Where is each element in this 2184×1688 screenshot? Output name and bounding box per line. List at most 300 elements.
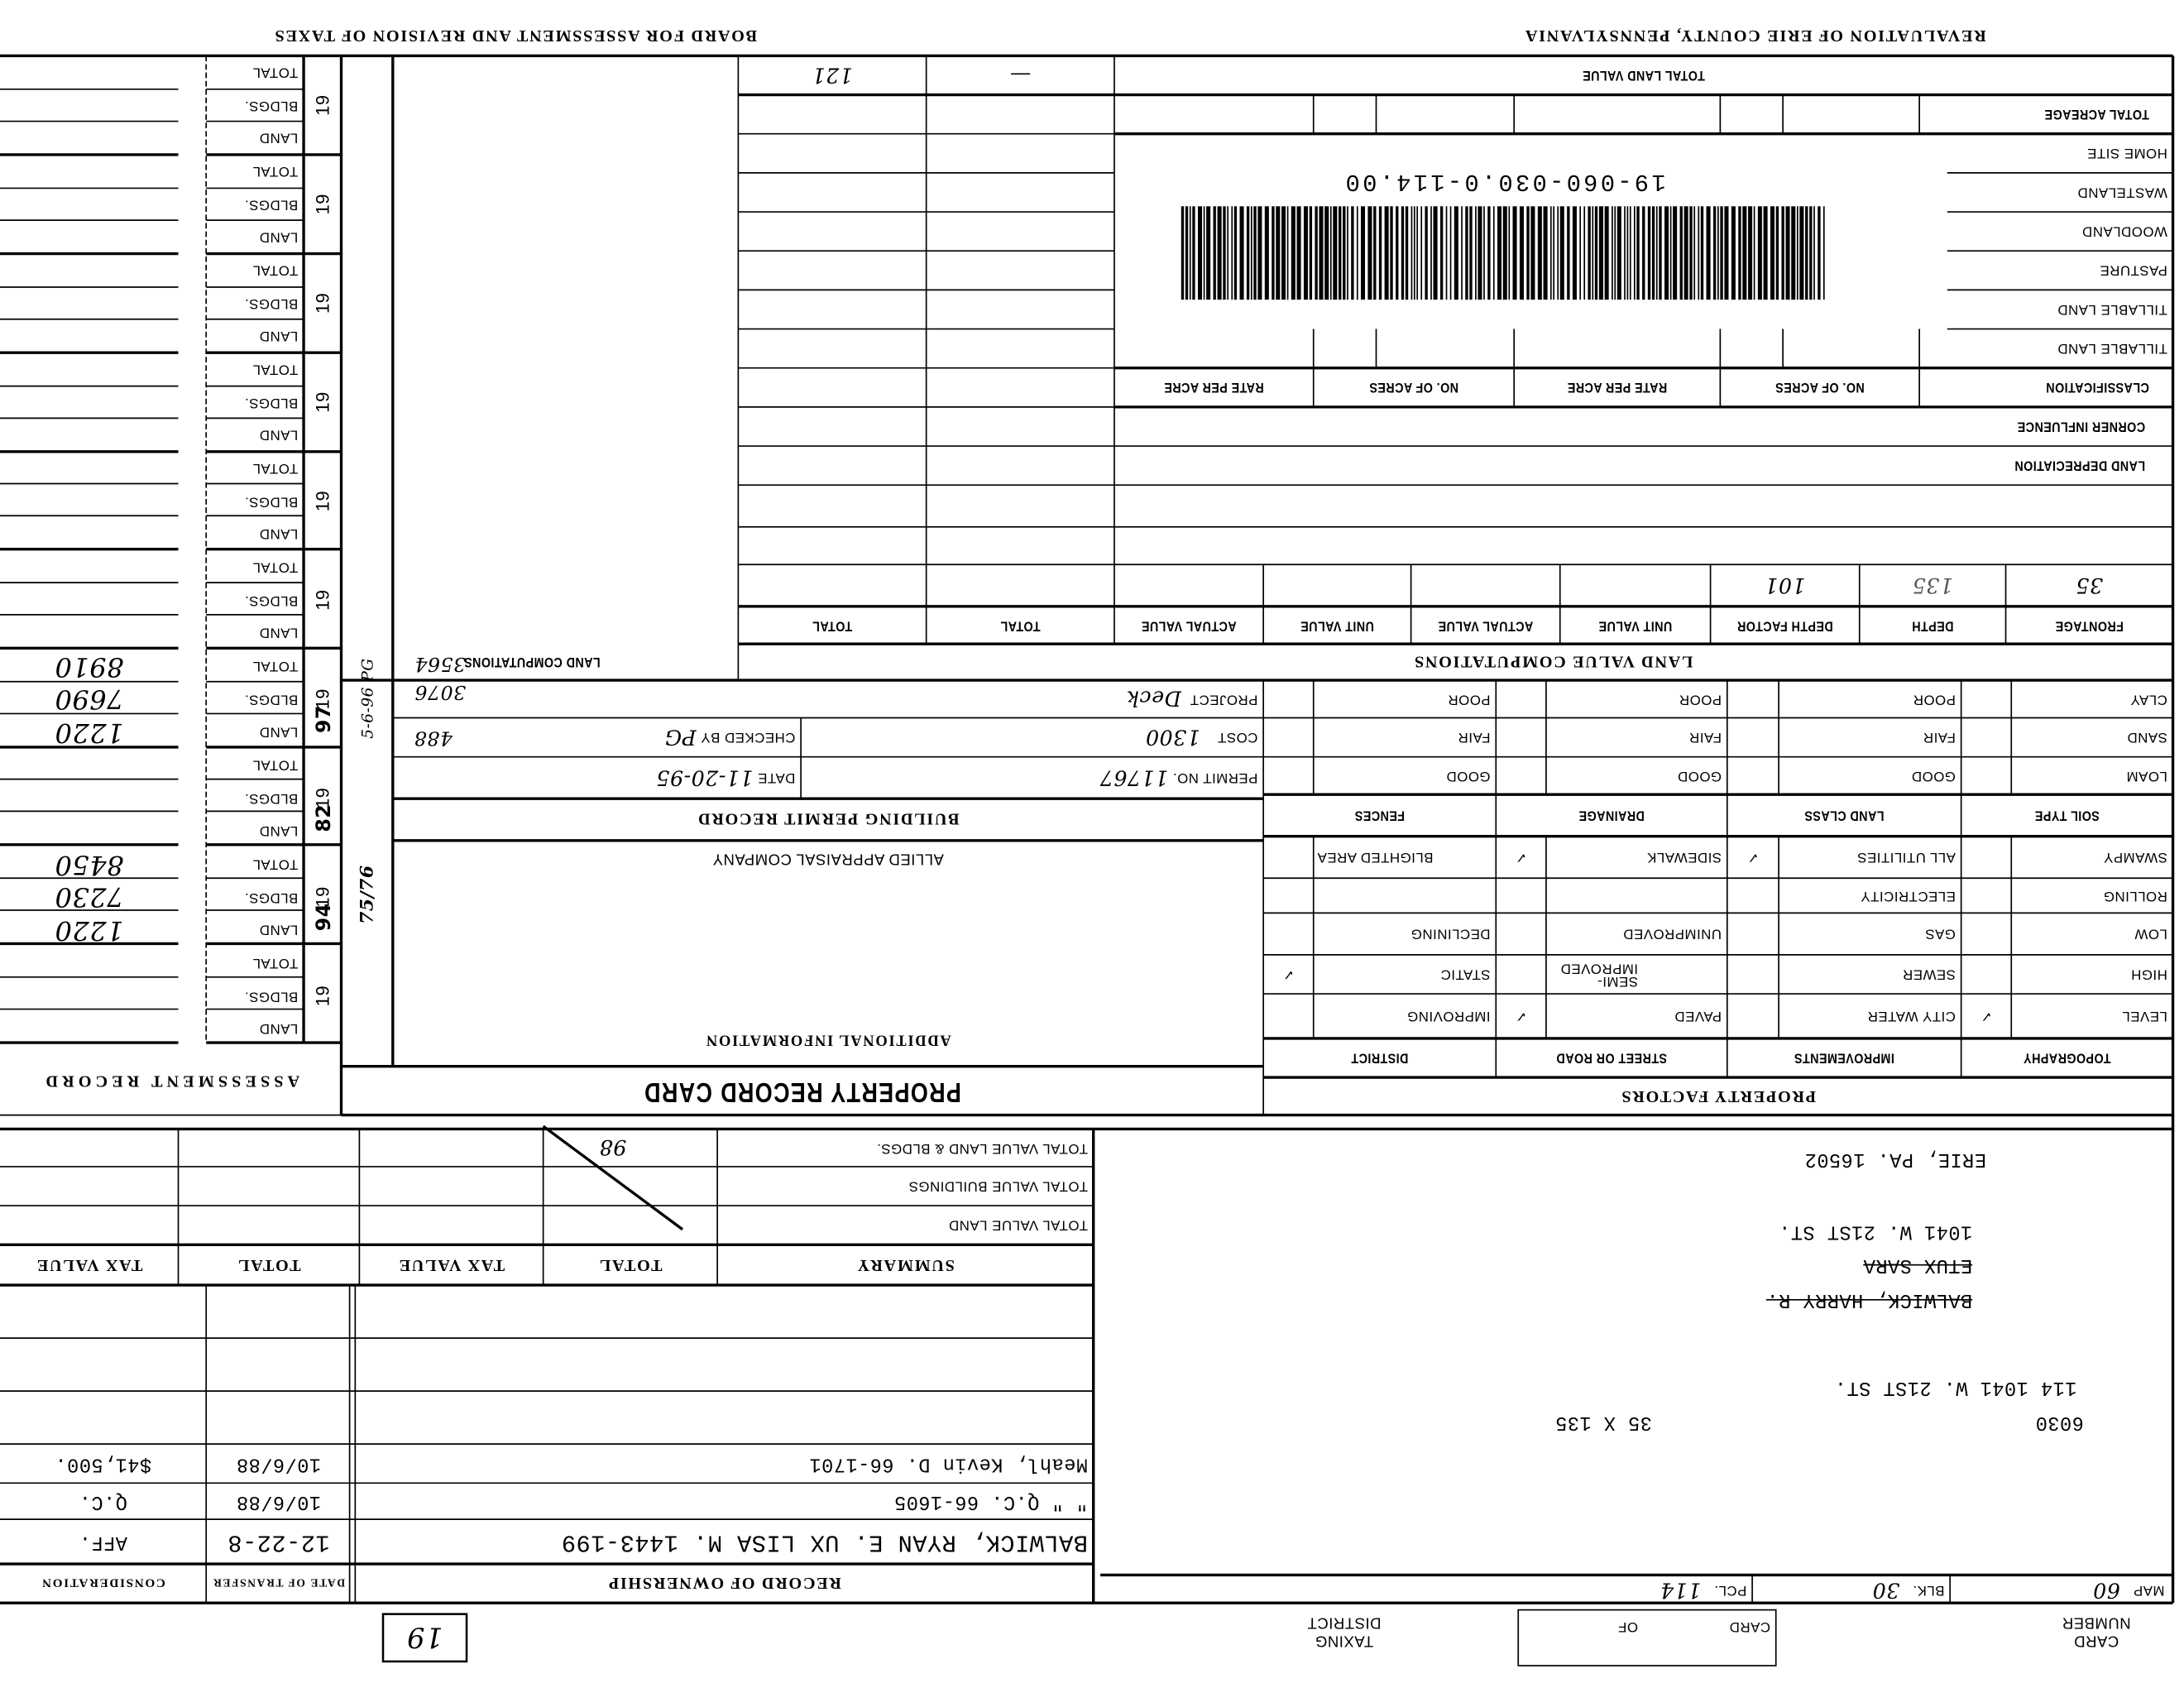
barcode-bar: [1257, 206, 1262, 300]
actual-value-header-2: ACTUAL VALUE: [1141, 617, 1237, 633]
card-label: CARD: [1729, 1618, 1770, 1635]
assessment-total-value: 8910: [55, 650, 124, 682]
summary-row-land: TOTAL VALUE LAND: [948, 1217, 1088, 1233]
barcode-bar: [1689, 206, 1692, 300]
map-field: [1950, 1575, 2170, 1605]
barcode-bar: [1343, 206, 1345, 300]
barcode-bar: [1599, 206, 1603, 300]
cost-value: 1300: [1145, 724, 1200, 750]
barcode-bar: [1223, 206, 1225, 300]
barcode-bar: [1617, 206, 1621, 300]
assessment-bldgs-value: 7230: [55, 881, 124, 913]
barcode-bar: [1347, 206, 1348, 300]
assessment-label-total: TOTAL: [252, 559, 299, 575]
barcode-bar: [1357, 206, 1358, 300]
topo-high: HIGH: [2130, 966, 2167, 982]
owner-row-1-consideration: AFF.: [79, 1530, 127, 1553]
soil-clay: CLAY: [2130, 691, 2167, 707]
barcode-bar: [1731, 206, 1736, 300]
barcode-bar: [1185, 206, 1188, 300]
barcode-bar: [1713, 206, 1716, 300]
barcode-bar: [1324, 206, 1329, 300]
barcode-bar: [1754, 206, 1755, 300]
assessment-label-total: TOTAL: [252, 658, 299, 674]
additional-information-label: ADDITIONAL INFORMATION: [705, 1031, 951, 1048]
assessment-year-stamp: 94: [313, 903, 336, 932]
barcode-bar: [1557, 206, 1559, 300]
topo-rolling: ROLLING: [2103, 888, 2167, 904]
corner-influence-label: CORNER INFLUENCE: [2017, 419, 2146, 434]
drainage-header: DRAINAGE: [1578, 808, 1645, 823]
barcode-bar: [1526, 206, 1529, 300]
barcode-bar: [1693, 206, 1695, 300]
barcode-bar: [1659, 206, 1661, 300]
barcode-bar: [1239, 206, 1243, 300]
assessment-label-bldgs: BLDGS.: [244, 889, 299, 905]
barcode-bar: [1648, 206, 1650, 300]
barcode-bar: [1253, 206, 1256, 300]
barcode: [1181, 206, 1825, 300]
barcode-bar: [1351, 206, 1353, 300]
barcode-bar: [1181, 206, 1184, 300]
barcode-bar: [1469, 206, 1472, 300]
barcode-bar: [1707, 206, 1711, 300]
assessment-label-bldgs: BLDGS.: [244, 97, 299, 113]
owner-row-2-date: 10/6/88: [236, 1489, 322, 1513]
project-label: [801, 680, 1263, 717]
owner-row-3-name: Meahl, Kevin D. 66-1701: [808, 1452, 1088, 1475]
record-of-ownership-header: RECORD OF OWNERSHIP: [607, 1574, 841, 1594]
barcode-bar: [1520, 206, 1524, 300]
barcode-bar: [1776, 206, 1779, 300]
barcode-bar: [1430, 206, 1432, 300]
cost-label: COST: [1217, 729, 1258, 746]
barcode-bar: [1401, 206, 1404, 300]
barcode-bar: [1497, 206, 1502, 300]
assessment-label-land: LAND: [259, 130, 299, 146]
barcode-bar: [1190, 206, 1191, 300]
barcode-bar: [1809, 206, 1812, 300]
barcode-bar: [1204, 206, 1205, 300]
district-box-value: 19: [406, 1621, 443, 1655]
owner-row-1-name: BALWICK, RYAN E. UX LISA M. 1443-199: [561, 1528, 1088, 1556]
barcode-bar: [1333, 206, 1337, 300]
summary-header: SUMMARY: [856, 1255, 955, 1276]
barcode-bar: [1579, 206, 1581, 300]
barcode-bar: [1251, 206, 1252, 300]
date-label: DATE: [757, 770, 796, 786]
barcode-bar: [1717, 206, 1719, 300]
assessment-bldgs-value: 7690: [55, 683, 124, 715]
barcode-bar: [1652, 206, 1655, 300]
barcode-bar: [1664, 206, 1669, 300]
assessment-year-prefix: 19: [312, 886, 333, 908]
assessment-year-prefix: 19: [312, 787, 333, 809]
assessment-year-prefix: 19: [312, 94, 333, 116]
assessment-label-total: TOTAL: [252, 460, 299, 477]
assessment-label-bldgs: BLDGS.: [244, 691, 299, 707]
barcode-bar: [1420, 206, 1422, 300]
district-improving: IMPROVING: [1406, 1008, 1491, 1024]
depth-header: DEPTH: [1911, 617, 1954, 633]
permit-note-3564: 3564: [414, 652, 467, 675]
pcl-field: [1504, 1575, 1752, 1605]
barcode-bar: [1544, 206, 1548, 300]
unit-value-header-2: UNIT VALUE: [1300, 617, 1374, 633]
barcode-bar: [1276, 206, 1280, 300]
assessment-label-land: LAND: [259, 724, 299, 740]
topo-low: LOW: [2134, 926, 2167, 942]
district-declining: DECLINING: [1410, 926, 1491, 942]
assessment-label-total: TOTAL: [252, 262, 299, 279]
map-value: 60: [2092, 1577, 2120, 1604]
assessment-label-land: LAND: [259, 625, 299, 641]
barcode-bar: [1475, 206, 1477, 300]
street-sidewalk: SIDEWALK: [1646, 849, 1722, 866]
owner-row-2-consideration: Q.C.: [79, 1489, 127, 1513]
barcode-bar: [1425, 206, 1427, 300]
permit-no-field: [801, 757, 1263, 799]
revaluation-title: REVALUATION OF ERIE COUNTY, PENNSYLVANIA: [1524, 26, 1986, 47]
owner-address: 1041 W. 21ST ST.: [1778, 1219, 1973, 1242]
barcode-number: 19-060-030.0-114.00: [1343, 167, 1666, 194]
barcode-bar: [1198, 206, 1202, 300]
assessment-label-land: LAND: [259, 328, 299, 344]
barcode-bar: [1272, 206, 1274, 300]
barcode-bar: [1670, 206, 1672, 300]
district-static: STATIC: [1440, 966, 1491, 982]
barcode-bar: [1567, 206, 1569, 300]
topography-header: TOPOGRAPHY: [2023, 1050, 2111, 1066]
barcode-bar: [1630, 206, 1631, 300]
barcode-bar: [1588, 206, 1590, 300]
total-acreage-label: TOTAL ACREAGE: [2044, 106, 2149, 122]
assessment-year-stamp: 82: [313, 803, 336, 832]
barcode-bar: [1748, 206, 1752, 300]
barcode-bar: [1379, 206, 1382, 300]
drainage-fair: FAIR: [1688, 729, 1722, 746]
barcode-bar: [1503, 206, 1507, 300]
street-semi-improved: SEMI-IMPROVED: [1560, 960, 1639, 989]
land-depreciation-label: LAND DEPRECIATION: [2014, 458, 2146, 473]
barcode-bar: [1786, 206, 1790, 300]
assessment-year-prefix: 19: [312, 391, 333, 413]
total-land-value: 121: [812, 62, 853, 89]
owner-row-3-date: 10/6/88: [236, 1452, 322, 1475]
blk-value: 30: [1872, 1577, 1900, 1604]
barcode-bar: [1627, 206, 1629, 300]
total-land-value-label: TOTAL LAND VALUE: [1582, 67, 1705, 84]
assessment-note-3: 75/76: [357, 865, 379, 925]
assessment-label-land: LAND: [259, 525, 299, 542]
rate-per-acre-header-2: RATE PER ACRE: [1163, 380, 1264, 396]
impr-all-utilities: ALL UTILITIES: [1856, 849, 1956, 866]
barcode-bar: [1684, 206, 1688, 300]
owner-row-2-name: " " Q.C. 66-1605: [893, 1489, 1088, 1513]
checked-by-label: CHECKED BY: [700, 729, 796, 746]
date-of-transfer-header: DATE OF TRANSFER: [212, 1577, 346, 1590]
assessment-label-total: TOTAL: [252, 362, 299, 377]
summary-row-land-bldgs: TOTAL VALUE LAND & BLDGS.: [876, 1139, 1088, 1156]
date-value: 11-20-95: [655, 765, 754, 791]
barcode-bar: [1390, 206, 1392, 300]
barcode-bar: [1770, 206, 1774, 300]
land-class-fair: FAIR: [1923, 729, 1956, 746]
barcode-bar: [1214, 206, 1216, 300]
unit-value-header: UNIT VALUE: [1598, 617, 1673, 633]
permit-no-value: 11767: [1099, 765, 1169, 791]
barcode-bar: [1310, 206, 1312, 300]
impr-gas: GAS: [1924, 926, 1956, 942]
barcode-bar: [1461, 206, 1463, 300]
cost-field: [801, 718, 1263, 757]
barcode-bar: [1758, 206, 1762, 300]
barcode-bar: [1434, 206, 1438, 300]
owner-row-1-date: 12-22-8: [227, 1528, 330, 1556]
owner-etux: ETUX SARA: [1863, 1253, 1973, 1276]
barcode-bar: [1247, 206, 1249, 300]
barcode-bar: [1636, 206, 1639, 300]
summary-tax-value-header: TAX VALUE: [397, 1255, 505, 1276]
assessment-year-prefix: 19: [312, 490, 333, 512]
summary-tax-value-header-2: TAX VALUE: [36, 1255, 143, 1276]
barcode-bar: [1553, 206, 1554, 300]
barcode-bar: [1287, 206, 1289, 300]
assessment-label-bldgs: BLDGS.: [244, 592, 299, 608]
barcode-bar: [1483, 206, 1485, 300]
barcode-bar: [1592, 206, 1593, 300]
rate-per-acre-header: RATE PER ACRE: [1567, 380, 1668, 396]
barcode-bar: [1416, 206, 1418, 300]
fences-poor: POOR: [1447, 691, 1491, 707]
land-type-woodland: WOODLAND: [2081, 223, 2167, 239]
barcode-bar: [1642, 206, 1645, 300]
check-static[interactable]: ✓: [1282, 966, 1295, 982]
land-type-tillable: TILLABLE LAND: [2057, 301, 2167, 318]
property-factors-title: PROPERTY FACTORS: [1620, 1086, 1817, 1107]
land-value-computations-title: LAND VALUE COMPUTATIONS: [1413, 653, 1693, 673]
barcode-bar: [1673, 206, 1677, 300]
permit-note-3076: 3076: [414, 680, 467, 703]
assessment-year-prefix: 19: [312, 292, 333, 314]
impr-sewer: SEWER: [1902, 966, 1956, 982]
barcode-bar: [1656, 206, 1658, 300]
assessment-label-bldgs: BLDGS.: [244, 295, 299, 311]
owner-name: BALWICK, HARRY R.: [1766, 1288, 1973, 1311]
barcode-bar: [1234, 206, 1237, 300]
assessment-record-title: ASSESSMENT RECORD: [41, 1072, 300, 1092]
property-record-card-title: PROPERTY RECORD CARD: [643, 1076, 961, 1107]
barcode-bar: [1465, 206, 1468, 300]
land-class-header: LAND CLASS: [1803, 808, 1885, 823]
map-label: MAP: [2133, 1582, 2165, 1599]
total-header-2: TOTAL: [812, 617, 853, 633]
barcode-bar: [1450, 206, 1452, 300]
land-type-wasteland: WASTELAND: [2077, 185, 2167, 200]
taxing-district-label: TAXING DISTRICT: [1307, 1614, 1382, 1649]
assessment-label-land: LAND: [259, 427, 299, 443]
parcel-code: 6030: [2035, 1410, 2084, 1433]
assessment-year-stamp: 97: [313, 705, 336, 734]
assessment-land-value: 1220: [55, 914, 124, 946]
district-header: DISTRICT: [1350, 1050, 1409, 1066]
barcode-bar: [1281, 206, 1286, 300]
summary-note: 98: [599, 1135, 627, 1161]
project-value: Deck: [1126, 686, 1181, 712]
summary-row-buildings: TOTAL VALUE BUILDINGS: [908, 1178, 1088, 1194]
barcode-bar: [1493, 206, 1495, 300]
barcode-bar: [1624, 206, 1626, 300]
assessment-year-prefix: 19: [312, 589, 333, 611]
street-or-road-header: STREET OR ROAD: [1556, 1050, 1668, 1066]
barcode-bar: [1612, 206, 1613, 300]
barcode-bar: [1813, 206, 1815, 300]
barcode-bar: [1218, 206, 1222, 300]
lot-dimensions: 35 X 135: [1554, 1410, 1652, 1433]
barcode-bar: [1206, 206, 1210, 300]
land-computations-label: LAND COMPUTATIONS: [463, 654, 601, 670]
barcode-bar: [1560, 206, 1564, 300]
barcode-bar: [1583, 206, 1585, 300]
assessment-note-1: 5-6-96 PG: [358, 658, 377, 739]
drainage-good: GOOD: [1677, 768, 1722, 784]
barcode-bar: [1805, 206, 1808, 300]
classification-header: CLASSIFICATION: [2045, 380, 2149, 396]
barcode-bar: [1818, 206, 1820, 300]
barcode-bar: [1530, 206, 1535, 300]
improvements-header: IMPROVEMENTS: [1794, 1050, 1894, 1066]
street-unimproved: UNIMPROVED: [1622, 926, 1722, 942]
assessment-label-total: TOTAL: [252, 163, 299, 180]
fences-header: FENCES: [1354, 808, 1406, 823]
assessment-label-land: LAND: [259, 822, 299, 839]
district-blighted-area: BLIGHTED AREA: [1317, 849, 1434, 866]
barcode-bar: [1634, 206, 1636, 300]
barcode-bar: [1227, 206, 1228, 300]
barcode-bar: [1291, 206, 1296, 300]
of-label: OF: [1617, 1618, 1639, 1635]
drainage-poor: POOR: [1679, 691, 1722, 707]
consideration-header: CONSIDERATION: [41, 1576, 165, 1591]
no-of-acres-header-2: NO. OF ACRES: [1368, 380, 1458, 396]
barcode-bar: [1265, 206, 1269, 300]
check-sidewalk[interactable]: ✓: [1515, 849, 1527, 866]
assessment-label-land: LAND: [259, 922, 299, 938]
assessment-label-bldgs: BLDGS.: [244, 394, 299, 410]
barcode-bar: [1605, 206, 1609, 300]
barcode-bar: [1192, 206, 1195, 300]
barcode-bar: [1478, 206, 1482, 300]
barcode-bar: [1799, 206, 1803, 300]
barcode-bar: [1411, 206, 1413, 300]
barcode-bar: [1720, 206, 1722, 300]
blk-label: BLK.: [1912, 1582, 1945, 1599]
no-of-acres-header: NO. OF ACRES: [1774, 380, 1865, 396]
barcode-bar: [1823, 206, 1825, 300]
topo-swampy: SWAMPY: [2103, 849, 2167, 866]
check-paved[interactable]: ✓: [1515, 1008, 1527, 1024]
barcode-bar: [1550, 206, 1552, 300]
total-header: TOTAL: [1000, 617, 1041, 633]
assessment-land-value: 1220: [55, 716, 124, 747]
barcode-bar: [1315, 206, 1317, 300]
barcode-bar: [1508, 206, 1510, 300]
soil-type-header: SOIL TYPE: [2034, 808, 2100, 823]
summary-total-header: TOTAL: [598, 1255, 663, 1276]
barcode-bar: [1614, 206, 1616, 300]
pcl-value: 114: [1660, 1577, 1702, 1604]
land-type-pasture: PASTURE: [2100, 262, 2167, 279]
barcode-bar: [1231, 206, 1233, 300]
depth-value: 135: [1912, 573, 1953, 598]
barcode-bar: [1297, 206, 1301, 300]
assessment-label-total: TOTAL: [252, 65, 299, 80]
blk-field: [1752, 1575, 1950, 1605]
barcode-bar: [1339, 206, 1341, 300]
barcode-bar: [1738, 206, 1741, 300]
barcode-bar: [1373, 206, 1376, 300]
barcode-bar: [1512, 206, 1516, 300]
barcode-bar: [1764, 206, 1768, 300]
fences-fair: FAIR: [1458, 729, 1491, 746]
barcode-bar: [1440, 206, 1443, 300]
topo-level: LEVEL: [2121, 1008, 2167, 1024]
street-paved: PAVED: [1674, 1008, 1722, 1024]
barcode-bar: [1573, 206, 1577, 300]
summary-total-header-2: TOTAL: [237, 1255, 301, 1276]
barcode-bar: [1680, 206, 1683, 300]
frontage-value: 35: [2075, 573, 2104, 598]
barcode-bar: [1361, 206, 1365, 300]
land-type-home-site: HOME SITE: [2086, 146, 2167, 161]
total-land-value-dash: —: [1009, 62, 1032, 89]
barcode-bar: [1538, 206, 1542, 300]
soil-loam: LOAM: [2126, 768, 2167, 784]
barcode-bar: [1406, 206, 1408, 300]
barcode-bar: [1781, 206, 1784, 300]
assessment-label-bldgs: BLDGS.: [244, 988, 299, 1004]
barcode-bar: [1742, 206, 1746, 300]
barcode-bar: [1791, 206, 1795, 300]
frontage-header: FRONTAGE: [2055, 617, 2124, 633]
depth-factor-value: 101: [1764, 573, 1806, 598]
owner-row-3-consideration: $41,500.: [54, 1452, 152, 1475]
assessment-label-land: LAND: [259, 229, 299, 245]
barcode-bar: [1330, 206, 1332, 300]
assessment-label-total: TOTAL: [252, 757, 299, 774]
checked-by-value: PG: [664, 724, 697, 750]
land-type-tillable-2: TILLABLE LAND: [2057, 340, 2167, 357]
check-all-utilities[interactable]: ✓: [1746, 849, 1760, 866]
check-level[interactable]: ✓: [1980, 1008, 1993, 1024]
parcel-address-line: 114 1041 W. 21ST ST.: [1834, 1375, 2077, 1398]
permit-no-label: PERMIT NO.: [1172, 770, 1258, 786]
barcode-bar: [1414, 206, 1415, 300]
actual-value-header: ACTUAL VALUE: [1438, 617, 1534, 633]
barcode-bar: [1396, 206, 1398, 300]
land-class-poor: POOR: [1913, 691, 1956, 707]
assessment-year-prefix: 19: [312, 985, 333, 1007]
impr-electricity: ELECTRICITY: [1860, 888, 1956, 904]
barcode-bar: [1367, 206, 1372, 300]
barcode-bar: [1454, 206, 1458, 300]
fences-good: GOOD: [1446, 768, 1491, 784]
pcl-label: PCL.: [1713, 1582, 1747, 1599]
permit-note-488: 488: [414, 726, 453, 749]
assessment-total-value: 8450: [55, 848, 124, 880]
building-permit-record-title: BUILDING PERMIT RECORD: [697, 810, 960, 831]
assessment-year-prefix: 19: [312, 194, 333, 215]
